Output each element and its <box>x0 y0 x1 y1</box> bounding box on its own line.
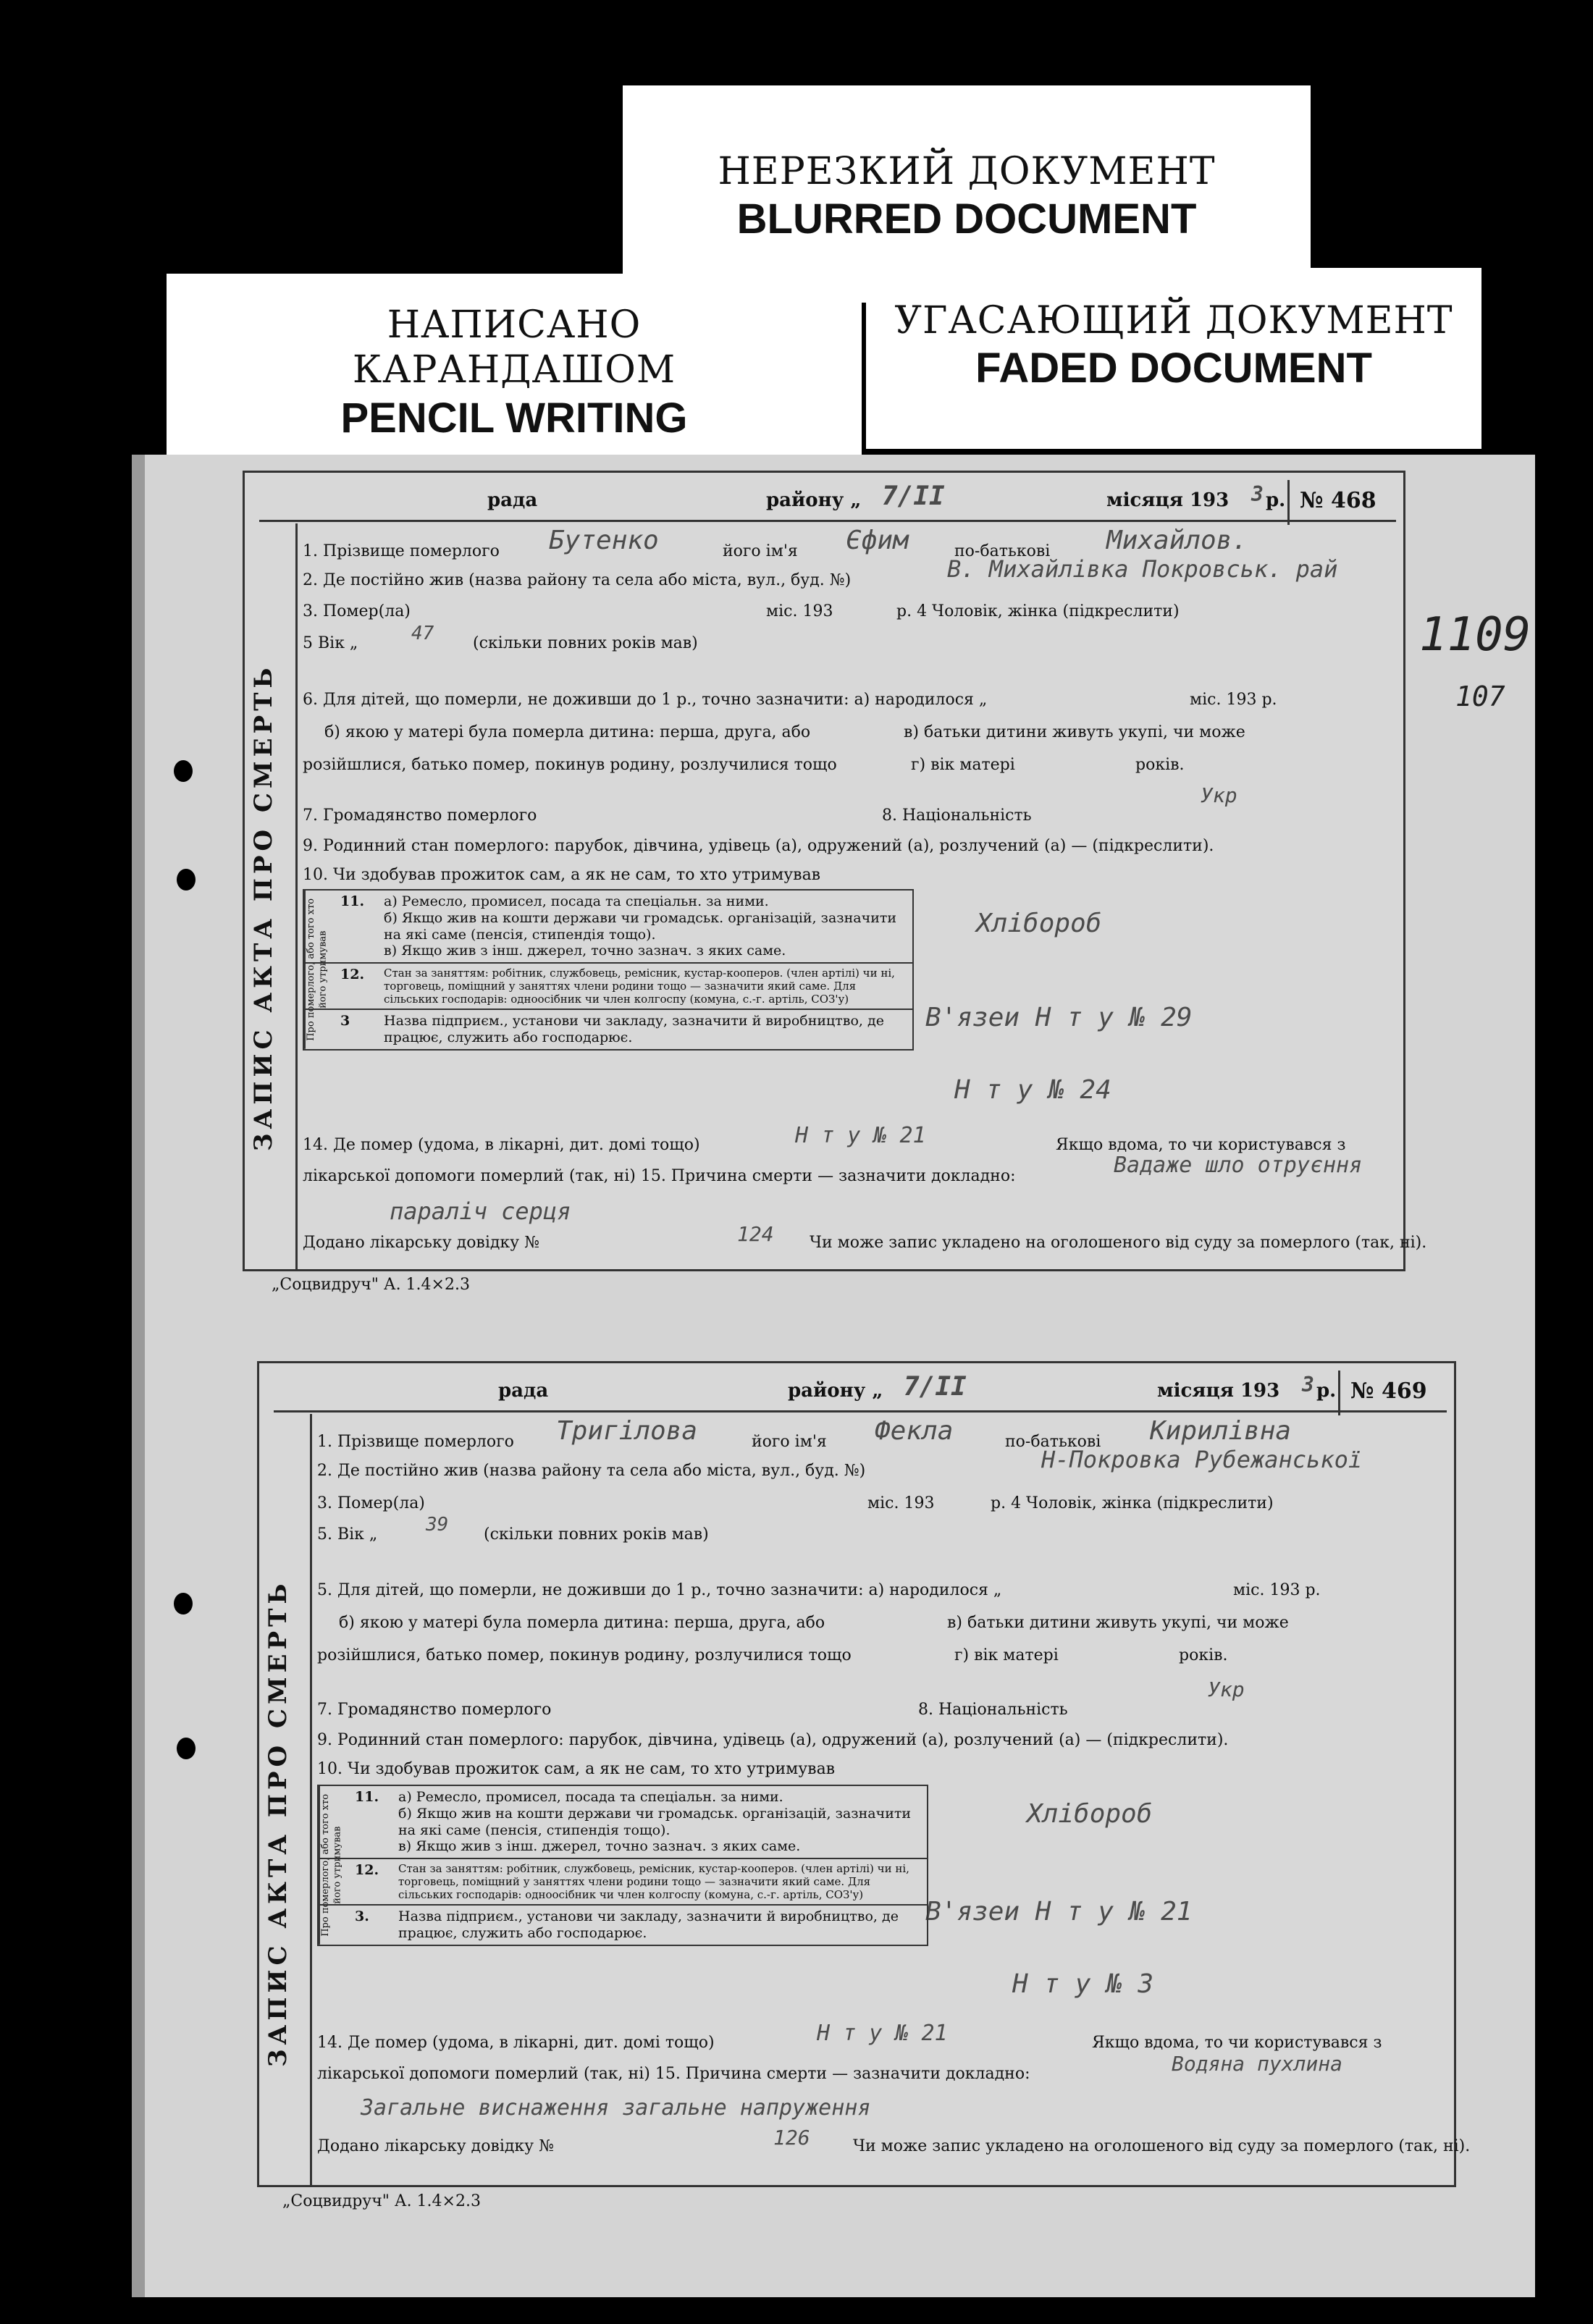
hw-certificate: 126 <box>773 2126 810 2150</box>
row-6c <box>303 755 1389 775</box>
pencil-ru-label-2: КАРАНДАШОМ <box>352 348 676 392</box>
occupation-side-label: Про померлого, або того хто його утримував <box>319 1786 350 1945</box>
sub-13-text: Назва підприєм., установи чи закладу, зазначити й виробництво, де працює, служить або господарює. <box>384 1013 884 1045</box>
row-6b-label: б) якою у матері була померла дитина: перша, друга, або <box>324 723 811 741</box>
row-5 <box>317 1514 1439 1545</box>
month-label: місяця 193 <box>1106 489 1230 511</box>
month-label: місяця 193 <box>1157 1380 1280 1402</box>
row-6a <box>317 1580 1439 1601</box>
row-2 <box>303 555 1389 591</box>
row-16-label: Додано лікарську довідку № <box>303 1234 539 1252</box>
sub-row-13 <box>319 1906 927 1945</box>
side-bar <box>259 1414 312 2185</box>
form-2-footnote: „Соцвидруч" А. 1.4×2.3 <box>282 2192 481 2210</box>
hw-age: 47 <box>411 623 434 644</box>
hw-death-place: Н т у № 21 <box>817 2021 948 2046</box>
hw-patronymic: Михайлов. <box>1106 526 1248 555</box>
hw-age: 39 <box>426 1514 449 1536</box>
row-6a-label: 5. Для дітей, що померли, не доживши до 1 р., точно зазначити: а) народилося „ <box>317 1581 1002 1599</box>
hw-workplace: В'язеи Н т у № 29 <box>925 1003 1193 1032</box>
r-label: р. <box>1316 1380 1337 1402</box>
hw-surname: Тригілова <box>556 1416 698 1446</box>
row-6c <box>317 1646 1439 1666</box>
hw-address: В. Михайлівка Покровськ. рай <box>947 555 1338 583</box>
pencil-ru-label-1: НАПИСАНО <box>387 303 642 347</box>
row-5-label: 5 Вік „ <box>303 634 358 652</box>
row-1-patronymic-label: по-батькові <box>954 542 1051 560</box>
row-6c-years: років. <box>1135 756 1185 774</box>
sub-11a: а) Ремесло, промисел, посада та спеціальн. за ними. <box>398 1789 783 1805</box>
row-16 <box>317 2126 1471 2157</box>
row-6a <box>303 690 1389 710</box>
row-15 <box>317 2052 1439 2084</box>
row-6c-years: років. <box>1179 1646 1228 1664</box>
row-6b-label: б) якою у матері була померла дитина: перша, друга, або <box>339 1614 825 1632</box>
hw-occupation: Хлібороб <box>1027 1799 1153 1829</box>
row-14-home: Якщо вдома, то чи користувався з <box>1056 1136 1346 1154</box>
row-15 <box>303 1153 1389 1187</box>
row-3-label: 3. Помер(ла) <box>303 602 411 620</box>
sub-11b: б) Якщо жив на кошти держави чи громадськ. організацій, зазначити на які саме (пенсія, стипендія тощо). <box>398 1805 912 1838</box>
sub-12-text: Стан за заняттям: робітник, службовець, ремісник, кустар-кооперов. (член артілі) чи ні, торговець, поміщний у заняттях члени родини тощо — зазначити який саме. Для сільських господарів: одноосібник чи член колгоспу (комуна, с.-г. артіль, СОЗ'у) <box>384 967 895 1006</box>
pencil-en-label: PENCIL WRITING <box>340 394 688 442</box>
row-10: 10. Чи здобував прожиток сам, а як не сам, то хто утримував <box>303 866 821 884</box>
row-3-month-label: міс. 193 <box>867 1494 935 1512</box>
hw-certificate: 124 <box>737 1222 774 1246</box>
row-2 <box>317 1446 1439 1481</box>
row-8-label: 8. Національність <box>918 1701 1068 1719</box>
row-1-label: 1. Прізвище померлого <box>317 1433 514 1451</box>
sub-13-num: 3. <box>355 1908 369 1925</box>
raion-label: району „ <box>788 1380 883 1402</box>
row-14-label: 14. Де помер (удома, в лікарні, дит. домі тощо) <box>303 1136 700 1154</box>
row-7-label: 7. Громадянство померлого <box>303 807 537 825</box>
row-7 <box>303 783 1389 826</box>
sub-row-11 <box>304 891 912 964</box>
form-1-footnote: „Соцвидруч" А. 1.4×2.3 <box>272 1276 470 1294</box>
row-1-name-label: його ім'я <box>723 542 798 560</box>
form-header <box>259 480 1396 522</box>
row-3-month-label: міс. 193 <box>766 602 833 620</box>
row-6c-mother-age: г) вік матері <box>911 756 1015 774</box>
row-2-label: 2. Де постійно жив (назва району та села або міста, вул., буд. №) <box>303 571 852 589</box>
hw-nationality: Укр <box>1208 1677 1245 1701</box>
faded-ru-label: УГАСАЮЩИЙ ДОКУМЕНТ <box>894 299 1453 342</box>
row-15-label: лікарської допомоги померлий (так, ні) 15. Причина смерти — зазначити докладно: <box>303 1167 1016 1185</box>
occupation-side-label: Про померлого, або того хто його утримував <box>304 891 336 1049</box>
binding-hole <box>174 1593 193 1614</box>
occupation-table <box>317 1785 928 1946</box>
row-14-label: 14. Де помер (удома, в лікарні, дит. домі тощо) <box>317 2034 715 2052</box>
hw-death-place: Н т у № 21 <box>795 1123 926 1148</box>
hw-cause-2: Загальне виснаження загальне напруження <box>361 2095 871 2121</box>
sub-11a: а) Ремесло, промисел, посада та спеціальн. за ними. <box>384 893 769 909</box>
sub-row-13 <box>304 1010 912 1049</box>
side-bar <box>245 523 298 1269</box>
row-1-patronymic-label: по-батькові <box>1005 1433 1101 1451</box>
rada-label: рада <box>487 489 538 511</box>
row-14-home: Якщо вдома, то чи користувався з <box>1092 2034 1382 2052</box>
hw-surname: Бутенко <box>549 526 659 555</box>
row-5 <box>303 623 1389 654</box>
hw-given-name: Фекла <box>875 1416 954 1446</box>
row-16-court: Чи може запис укладено на оголошеного від суду за померлого (так, ні). <box>853 2137 1471 2155</box>
record-number: № 469 <box>1338 1371 1447 1415</box>
hw-workplace: В'язеи Н т у № 21 <box>925 1897 1193 1927</box>
sub-12-num: 12. <box>340 967 365 983</box>
row-3 <box>303 602 1389 622</box>
rada-label: рада <box>498 1380 549 1402</box>
sub-row-12 <box>319 1859 927 1906</box>
row-9: 9. Родинний стан померлого: парубок, дівчина, удівець (а), одружений (а), розлучений (а) — (підкреслити). <box>317 1731 1229 1749</box>
occupation-table <box>303 889 914 1051</box>
row-16 <box>303 1222 1427 1253</box>
sub-row-11 <box>319 1786 927 1859</box>
hw-nationality: Укр <box>1201 783 1237 807</box>
sub-13-text: Назва підприєм., установи чи закладу, зазначити й виробництво, де працює, служить або господарює. <box>398 1908 899 1941</box>
row-3-sex-label: р. 4 Чоловік, жінка (підкреслити) <box>991 1494 1274 1512</box>
hw-date: 7/II <box>904 1372 967 1402</box>
hw-cause-1: Водяна пухлина <box>1172 2052 1343 2076</box>
binding-hole <box>177 1738 196 1759</box>
margin-small-number: 107 <box>1455 681 1505 712</box>
row-8-label: 8. Національність <box>882 807 1032 825</box>
r-label: р. <box>1266 489 1286 511</box>
raion-label: району „ <box>766 489 862 511</box>
row-1-label: 1. Прізвище померлого <box>303 542 500 560</box>
sub-11b: б) Якщо жив на кошти держави чи громадськ. організацій, зазначити на які саме (пенсія, стипендія тощо). <box>384 909 897 943</box>
row-6a-month: міс. 193 р. <box>1190 691 1277 709</box>
sub-11-num: 11. <box>340 893 365 909</box>
death-record-form-2 <box>257 1361 1471 2187</box>
pencil-writing-card <box>167 274 862 462</box>
hw-given-name: Єфим <box>846 526 909 555</box>
row-14 <box>317 2021 1439 2053</box>
row-6a-label: 6. Для дітей, що померли, не доживши до 1 р., точно зазначити: а) народилося „ <box>303 691 988 709</box>
sub-11c: в) Якщо жив з інш. джерел, точно зазнач. з яких саме. <box>384 943 786 959</box>
hw-cause-2: параліч серця <box>390 1197 571 1225</box>
row-6c-mother-age: г) вік матері <box>954 1646 1059 1664</box>
sub-12-num: 12. <box>355 1862 379 1879</box>
hw-year: 3 <box>1251 482 1264 506</box>
faded-en-label: FADED DOCUMENT <box>975 345 1372 392</box>
row-9: 9. Родинний стан померлого: парубок, дівчина, удівець (а), одружений (а), розлучений (а) — (підкреслити). <box>303 837 1214 855</box>
faded-document-card <box>866 268 1481 449</box>
row-10: 10. Чи здобував прожиток сам, а як не сам, то хто утримував <box>317 1760 836 1778</box>
row-5-age-hint: (скільки повних років мав) <box>473 634 698 652</box>
row-7-label: 7. Громадянство померлого <box>317 1701 552 1719</box>
row-6b <box>339 1613 1439 1633</box>
hw-occupation: Хлібороб <box>976 909 1102 938</box>
form-header <box>274 1371 1447 1412</box>
hw-cause-1: Вадаже шло отруєння <box>1114 1153 1363 1178</box>
row-3 <box>317 1494 1439 1514</box>
row-1-name-label: його ім'я <box>752 1433 827 1451</box>
sub-11-num: 11. <box>355 1789 379 1805</box>
row-16-court: Чи може запис укладено на оголошеного від суду за померлого (так, ні). <box>810 1234 1427 1252</box>
row-5-age-hint: (скільки повних років мав) <box>484 1525 709 1544</box>
row-15-label: лікарської допомоги померлий (так, ні) 15. Причина смерти — зазначити докладно: <box>317 2065 1030 2083</box>
row-6c-label: розійшлися, батько помер, покинув родину, розлучилися тощо <box>303 756 837 774</box>
hw-institution: Н т у № 3 <box>1012 1969 1154 1999</box>
hw-year: 3 <box>1302 1373 1314 1397</box>
sub-row-12 <box>304 964 912 1010</box>
binding-hole <box>177 869 196 891</box>
row-6b <box>324 723 1389 743</box>
margin-register-number: 1109 <box>1419 608 1531 662</box>
sub-12-text: Стан за заняттям: робітник, службовець, ремісник, кустар-кооперов. (член артілі) чи ні, торговець, поміщний у заняттях члени родини тощо — зазначити який саме. Для сільських господарів: одноосібник чи член колгоспу (комуна, с.-г. артіль, СОЗ'у) <box>398 1862 909 1902</box>
hw-date: 7/II <box>882 481 945 511</box>
hw-address: Н-Покровка Рубежанської <box>1041 1446 1363 1473</box>
row-7 <box>317 1677 1439 1720</box>
row-3-label: 3. Помер(ла) <box>317 1494 425 1512</box>
hw-patronymic: Кирилівна <box>1150 1416 1292 1446</box>
row-2-label: 2. Де постійно жив (назва району та села або міста, вул., буд. №) <box>317 1462 866 1480</box>
binding-hole <box>174 760 193 782</box>
blurred-ru-label: НЕРЕЗКИЙ ДОКУМЕНТ <box>718 150 1216 193</box>
row-6b-parents: в) батьки дитини живуть укупі, чи може <box>947 1614 1289 1632</box>
row-5-label: 5. Вік „ <box>317 1525 378 1544</box>
row-16-label: Додано лікарську довідку № <box>317 2137 554 2155</box>
record-number: № 468 <box>1287 480 1396 525</box>
row-3-sex-label: р. 4 Чоловік, жінка (підкреслити) <box>896 602 1180 620</box>
side-title: ЗАПИС АКТА ПРО СМЕРТЬ <box>264 1579 293 2067</box>
sub-13-num: 3 <box>340 1013 350 1030</box>
blurred-en-label: BLURRED DOCUMENT <box>736 195 1197 243</box>
row-6c-label: розійшлися, батько помер, покинув родину, розлучилися тощо <box>317 1646 852 1664</box>
sub-11c: в) Якщо жив з інш. джерел, точно зазнач. з яких саме. <box>398 1838 801 1855</box>
row-6a-month: міс. 193 р. <box>1233 1581 1321 1599</box>
hw-institution: Н т у № 24 <box>954 1075 1111 1105</box>
row-6b-parents: в) батьки дитини живуть укупі, чи може <box>904 723 1245 741</box>
death-record-form-1 <box>243 471 1427 1271</box>
side-title: ЗАПИС АКТА ПРО СМЕРТЬ <box>249 663 278 1151</box>
